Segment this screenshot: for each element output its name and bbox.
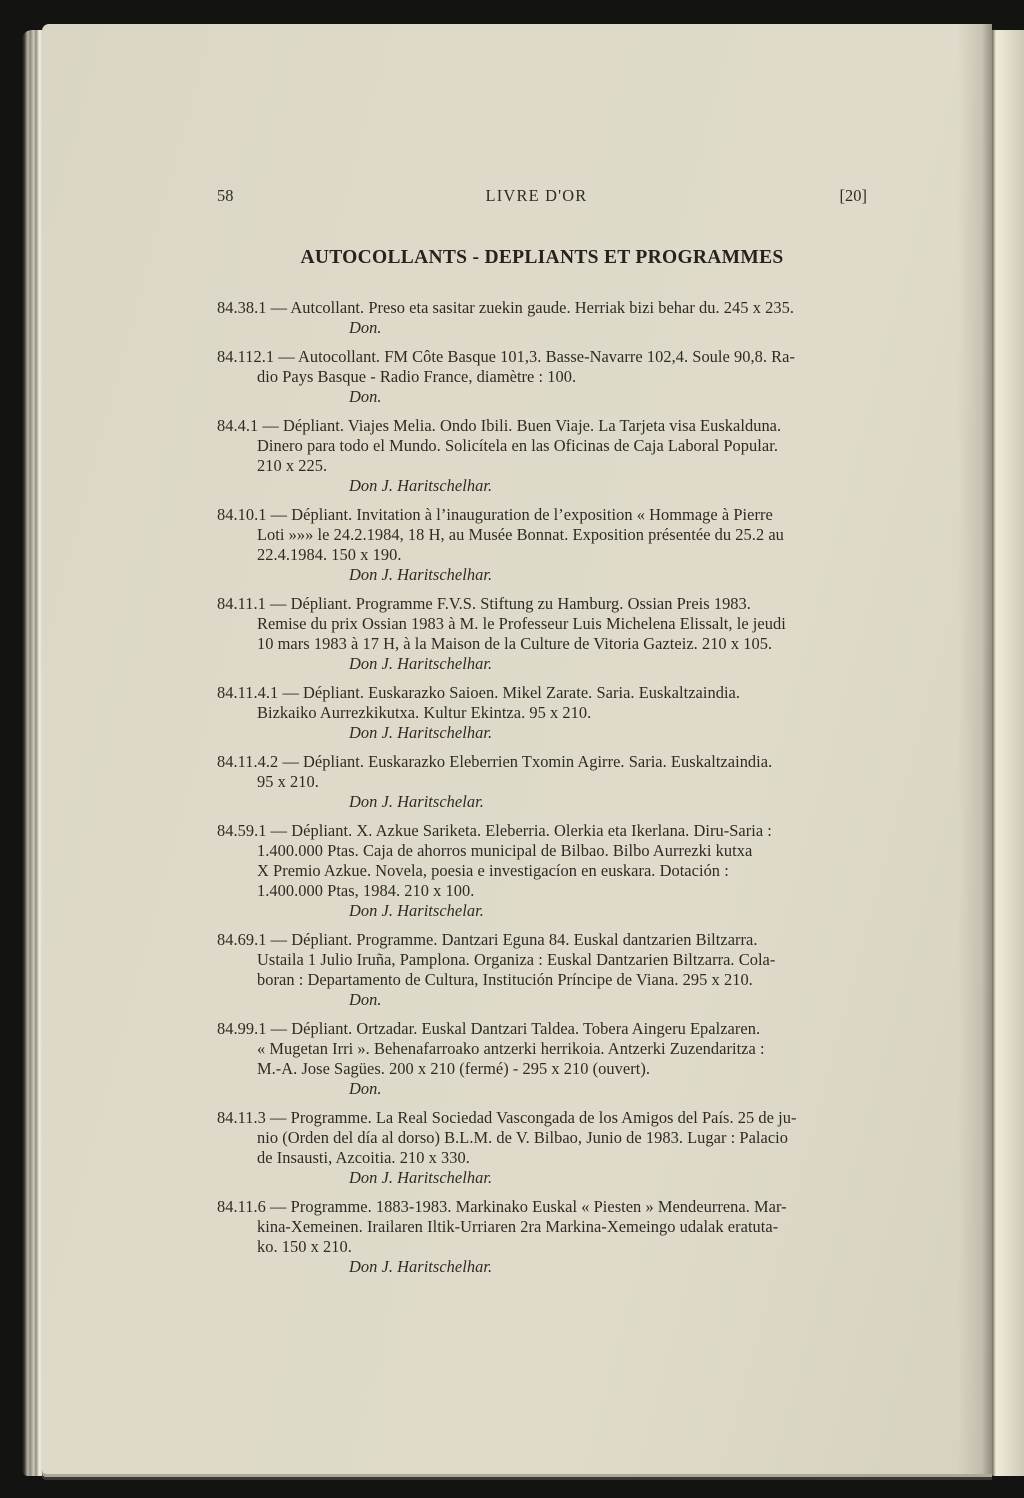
entry-line: X Premio Azkue. Novela, poesia e investigacíon en euskara. Dotación :: [257, 861, 729, 880]
entry-credit: Don J. Haritschelhar.: [349, 565, 493, 584]
entry-line: 84.11.4.2 — Dépliant. Euskarazko Eleberrien Txomin Agirre. Saria. Euskaltzaindia.: [217, 752, 773, 771]
entry-line: kina-Xemeinen. Irailaren Iltik-Urriaren 2ra Markina-Xemeingo udalak eratuta-: [257, 1217, 779, 1236]
entry-line: Remise du prix Ossian 1983 à M. le Professeur Luis Michelena Elissalt, le jeudi: [257, 614, 786, 633]
entry-line: boran : Departamento de Cultura, Institución Príncipe de Viana. 295 x 210.: [257, 970, 753, 989]
entry-line: 10 mars 1983 à 17 H, à la Maison de la Culture de Vitoria Gazteiz. 210 x 105.: [257, 634, 773, 653]
entry-credit: Don J. Haritschelar.: [349, 792, 484, 811]
catalog-entry: [217, 505, 867, 585]
page-content: [217, 186, 867, 1286]
catalog-entry: [217, 416, 867, 496]
page-number: 58: [217, 186, 234, 205]
catalog-entry: [217, 821, 867, 921]
page-stack-edge-left: [22, 30, 42, 1476]
entry-credit: Don J. Haritschelhar.: [349, 654, 493, 673]
entry-line: 84.11.6 — Programme. 1883-1983. Markinako Euskal « Piesten » Mendeurrena. Mar-: [217, 1197, 787, 1216]
catalog-entry: [217, 298, 867, 338]
catalog-entry: [217, 347, 867, 407]
catalog-entry: [217, 1197, 867, 1277]
entry-credit: Don J. Haritschelhar.: [349, 723, 493, 742]
entry-line: 84.59.1 — Dépliant. X. Azkue Sariketa. Eleberria. Olerkia eta Ikerlana. Diru-Saria :: [217, 821, 772, 840]
running-title: LIVRE D'OR: [485, 186, 588, 205]
entry-credit: Don.: [349, 1079, 382, 1098]
entry-line: 84.11.3 — Programme. La Real Sociedad Vascongada de los Amigos del País. 25 de ju-: [217, 1108, 797, 1127]
catalog-entry: [217, 683, 867, 743]
catalog-entry: [217, 1108, 867, 1188]
entry-line: Dinero para todo el Mundo. Solicítela en las Oficinas de Caja Laboral Popular.: [257, 436, 778, 455]
entry-line: 1.400.000 Ptas, 1984. 210 x 100.: [257, 881, 475, 900]
entry-line: dio Pays Basque - Radio France, diamètre : 100.: [257, 367, 577, 386]
entry-line: Loti »»» le 24.2.1984, 18 H, au Musée Bonnat. Exposition présentée du 25.2 au: [257, 525, 784, 544]
entry-credit: Don.: [349, 387, 382, 406]
entry-line: Bizkaiko Aurrezkikutxa. Kultur Ekintza. 95 x 210.: [257, 703, 592, 722]
entry-credit: Don J. Haritschelar.: [349, 901, 484, 920]
entry-line: 84.69.1 — Dépliant. Programme. Dantzari Eguna 84. Euskal dantzarien Biltzarra.: [217, 930, 758, 949]
catalog-entry: [217, 930, 867, 1010]
entry-line: nio (Orden del día al dorso) B.L.M. de V. Bilbao, Junio de 1983. Lugar : Palacio: [257, 1128, 788, 1147]
section-title: AUTOCOLLANTS - DEPLIANTS ET PROGRAMMES: [300, 247, 784, 268]
entry-line: M.-A. Jose Sagües. 200 x 210 (fermé) - 295 x 210 (ouvert).: [257, 1059, 651, 1078]
entry-line: ko. 150 x 210.: [257, 1237, 352, 1256]
entry-line: 95 x 210.: [257, 772, 319, 791]
entry-line: 84.11.1 — Dépliant. Programme F.V.S. Stiftung zu Hamburg. Ossian Preis 1983.: [217, 594, 751, 613]
book-page: [42, 24, 992, 1474]
facing-page-edge: [992, 30, 1024, 1476]
entry-line: 84.4.1 — Dépliant. Viajes Melia. Ondo Ibili. Buen Viaje. La Tarjeta visa Euskalduna.: [217, 416, 782, 435]
running-head: [217, 186, 867, 206]
entry-credit: Don J. Haritschelhar.: [349, 1257, 493, 1276]
entry-line: 84.112.1 — Autocollant. FM Côte Basque 101,3. Basse-Navarre 102,4. Soule 90,8. Ra-: [217, 347, 796, 366]
catalog-entry: [217, 1019, 867, 1099]
entry-line: de Insausti, Azcoitia. 210 x 330.: [257, 1148, 470, 1167]
entry-credit: Don.: [349, 318, 382, 337]
entry-credit: Don J. Haritschelhar.: [349, 476, 493, 495]
entry-line: 1.400.000 Ptas. Caja de ahorros municipal de Bilbao. Bilbo Aurrezki kutxa: [257, 841, 753, 860]
entry-line: 84.11.4.1 — Dépliant. Euskarazko Saioen. Mikel Zarate. Saria. Euskaltzaindia.: [217, 683, 741, 702]
entry-line: 22.4.1984. 150 x 190.: [257, 545, 402, 564]
entries-list: [217, 298, 867, 1277]
catalog-entry: [217, 594, 867, 674]
entry-credit: Don.: [349, 990, 382, 1009]
catalog-entry: [217, 752, 867, 812]
entry-line: 210 x 225.: [257, 456, 328, 475]
entry-credit: Don J. Haritschelhar.: [349, 1168, 493, 1187]
entry-line: 84.10.1 — Dépliant. Invitation à l’inauguration de l’exposition « Hommage à Pierre: [217, 505, 773, 524]
entry-line: « Mugetan Irri ». Behenafarroako antzerki herrikoia. Antzerki Zuzendaritza :: [257, 1039, 765, 1058]
entry-line: 84.99.1 — Dépliant. Ortzadar. Euskal Dantzari Taldea. Tobera Aingeru Epalzaren.: [217, 1019, 761, 1038]
bracket-number: [20]: [839, 186, 867, 205]
entry-line: Ustaila 1 Julio Iruña, Pamplona. Organiza : Euskal Dantzarien Biltzarra. Cola-: [257, 950, 776, 969]
entry-line: 84.38.1 — Autcollant. Preso eta sasitar zuekin gaude. Herriak bizi behar du. 245 x 235.: [217, 298, 794, 317]
